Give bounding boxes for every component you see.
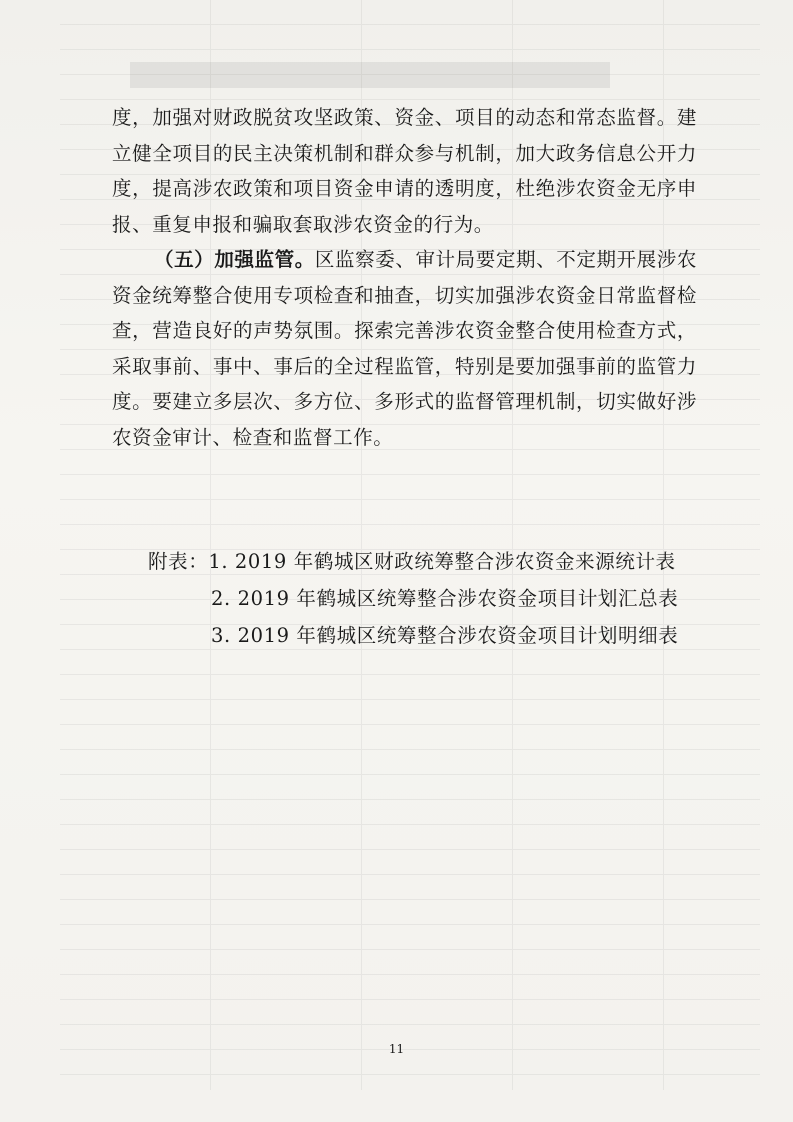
attachment-list xyxy=(148,543,708,654)
attachment-item: 2. 2019 年鹤城区统筹整合涉农资金项目计划汇总表 xyxy=(211,587,679,610)
section-heading: （五）加强监管。 xyxy=(154,248,315,271)
attachment-item: 3. 2019 年鹤城区统筹整合涉农资金项目计划明细表 xyxy=(211,624,679,647)
paragraph-2 xyxy=(112,242,697,455)
show-through-heading xyxy=(130,62,610,88)
paragraph-1: 度，加强对财政脱贫攻坚政策、资金、项目的动态和常态监督。建立健全项目的民主决策机制和群众参与机制，加大政务信息公开力度，提高涉农政策和项目资金申请的透明度，杜绝涉农资金无序申报、重复申报和骗取套取涉农资金的行为。 xyxy=(112,106,697,236)
paragraph-2-text: 区监察委、审计局要定期、不定期开展涉农资金统筹整合使用专项检查和抽查，切实加强涉农资金日常监督检查，营造良好的声势氛围。探索完善涉农资金整合使用检查方式，采取事前、事中、事后的全过程监管，特别是要加强事前的监管力度。要建立多层次、多方位、多形式的监督管理机制，切实做好涉农资金审计、检查和监督工作。 xyxy=(112,248,697,449)
attachment-item: 附表：1. 2019 年鹤城区财政统筹整合涉农资金来源统计表 xyxy=(148,550,676,573)
page-number: 11 xyxy=(388,1042,405,1056)
attachment-label: 附表： xyxy=(148,550,209,573)
body-text xyxy=(112,100,697,455)
